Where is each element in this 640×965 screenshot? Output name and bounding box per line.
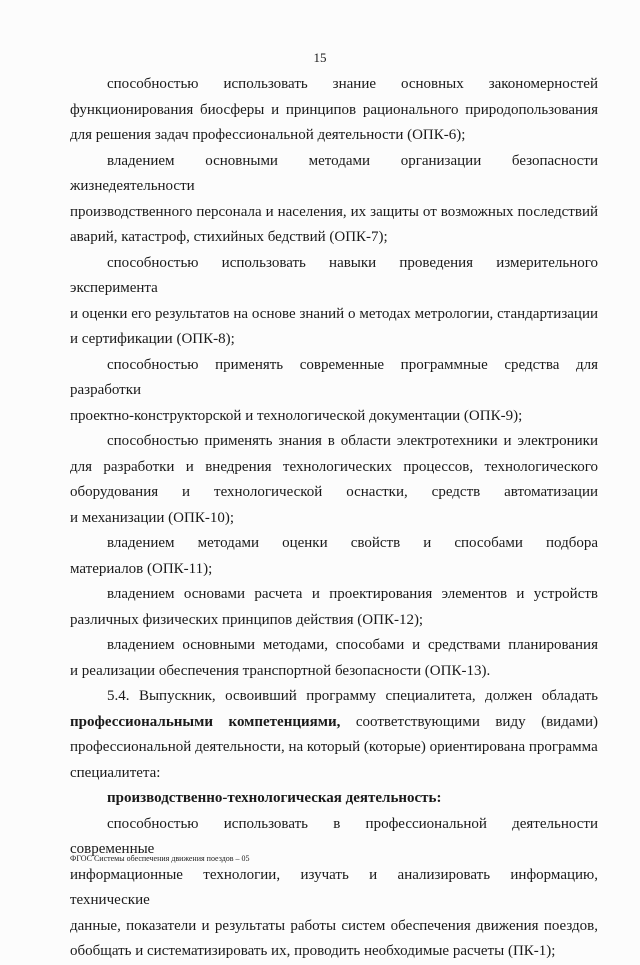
text-line: и оценки его результатов на основе знаний о методах метрологии, стандартизации: [70, 305, 598, 322]
text-line: различных физических принципов действия (ОПК-12);: [70, 611, 424, 628]
text-line: обобщать и систематизировать их, проводить необходимые расчеты (ПК-1);: [70, 943, 556, 959]
text-line: и реализации обеспечения транспортной безопасности (ОПК-13).: [70, 662, 491, 679]
text-line: профессиональной деятельности, на который (которые) ориентирована программа: [70, 739, 598, 755]
text-line: и механизации (ОПК-10);: [70, 509, 234, 526]
text-line: для разработки и внедрения технологических процессов, технологического: [70, 458, 598, 475]
text-line: способностью использовать навыки проведения измерительного эксперимента: [70, 254, 598, 296]
text-line: для решения задач профессиональной деятельности (ОПК-6);: [70, 127, 466, 143]
bold-term: профессиональными компетенциями,: [70, 713, 341, 730]
text-line: способностью применять знания в области электротехники и электроники: [107, 433, 598, 449]
text-line: информационные технологии, изучать и анализировать информацию, технические: [70, 866, 598, 908]
paragraph-opk-9: [70, 353, 598, 430]
text-line: владением методами оценки свойств и способами подбора: [107, 535, 598, 551]
text-line: функционирования биосферы и принципов рационального природопользования: [70, 101, 598, 118]
section-heading: [70, 786, 598, 812]
text-line: и сертификации (ОПК-8);: [70, 331, 235, 347]
paragraph-pk-1: [70, 812, 598, 965]
page-number: 15: [313, 50, 327, 65]
text-line: 5.4. Выпускник, освоивший программу специалитета, должен обладать: [107, 688, 598, 704]
text-line: способностью использовать в профессиональной деятельности современные: [70, 815, 598, 857]
document-body: [70, 72, 598, 965]
text-line: проектно-конструкторской и технологической документации (ОПК-9);: [70, 407, 523, 424]
paragraph-opk-7: [70, 149, 598, 251]
text-line: оборудования и технологической оснастки, средств автоматизации: [70, 484, 598, 500]
paragraph-opk-10: [70, 429, 598, 531]
page-footer: ФГОС Системы обеспечения движения поездов – 05: [70, 854, 250, 863]
paragraph-opk-6: [70, 72, 598, 149]
text-line: аварий, катастроф, стихийных бедствий (ОПК-7);: [70, 229, 388, 245]
text-line: способностью использовать знание основных закономерностей: [107, 76, 598, 92]
paragraph-opk-12: [70, 582, 598, 633]
text-line: специалитета:: [70, 764, 161, 781]
heading-text: производственно-технологическая деятельность:: [107, 790, 442, 806]
text-line: [70, 710, 598, 736]
text-line: владением основами расчета и проектирования элементов и устройств: [107, 586, 598, 602]
text-line: способностью применять современные программные средства для разработки: [70, 356, 598, 398]
text-line: производственного персонала и населения, их защиты от возможных последствий: [70, 203, 598, 220]
paragraph-section-5-4: [70, 684, 598, 786]
text-line: материалов (ОПК-11);: [70, 560, 213, 577]
text-line: владением основными методами организации безопасности жизнедеятельности: [70, 152, 598, 194]
text-line: данные, показатели и результаты работы систем обеспечения движения поездов,: [70, 917, 598, 934]
text-line: владением основными методами, способами и средствами планирования: [107, 637, 598, 653]
paragraph-opk-8: [70, 251, 598, 353]
paragraph-opk-11: [70, 531, 598, 582]
paragraph-opk-13: [70, 633, 598, 684]
text-run: соответствующими виду (видами): [355, 713, 598, 730]
